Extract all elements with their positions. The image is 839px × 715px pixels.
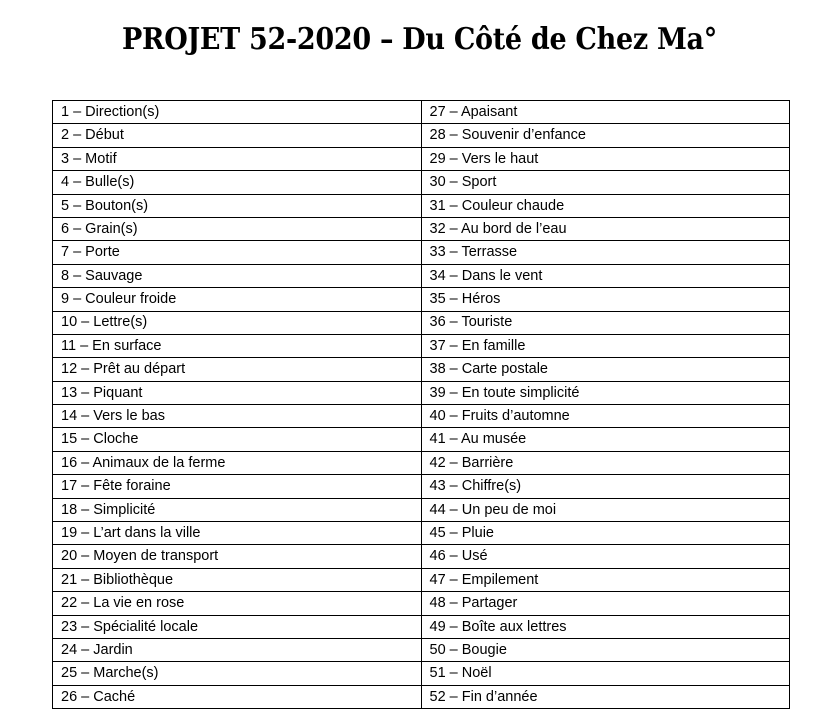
table-row xyxy=(53,217,790,240)
table-row xyxy=(53,568,790,591)
table-row xyxy=(53,171,790,194)
table-cell-right: 40 – Fruits d’automne xyxy=(421,405,790,428)
document-page xyxy=(0,22,839,715)
table-row xyxy=(53,451,790,474)
table-row xyxy=(53,475,790,498)
table-cell-left: 7 – Porte xyxy=(53,241,422,264)
table-cell-right: 41 – Au musée xyxy=(421,428,790,451)
table-cell-right: 35 – Héros xyxy=(421,288,790,311)
table-cell-right: 46 – Usé xyxy=(421,545,790,568)
table-cell-left: 8 – Sauvage xyxy=(53,264,422,287)
table-cell-left: 23 – Spécialité locale xyxy=(53,615,422,638)
table-cell-right: 30 – Sport xyxy=(421,171,790,194)
table-cell-left: 22 – La vie en rose xyxy=(53,592,422,615)
table-row xyxy=(53,592,790,615)
table-cell-left: 11 – En surface xyxy=(53,334,422,357)
table-row xyxy=(53,101,790,124)
table-cell-right: 49 – Boîte aux lettres xyxy=(421,615,790,638)
table-cell-right: 48 – Partager xyxy=(421,592,790,615)
table-row xyxy=(53,498,790,521)
table-cell-left: 10 – Lettre(s) xyxy=(53,311,422,334)
table-cell-left: 12 – Prêt au départ xyxy=(53,358,422,381)
table-cell-left: 19 – L’art dans la ville xyxy=(53,522,422,545)
table-cell-left: 26 – Caché xyxy=(53,685,422,708)
table-cell-left: 24 – Jardin xyxy=(53,638,422,661)
table-cell-left: 2 – Début xyxy=(53,124,422,147)
prompt-table-container xyxy=(52,100,790,709)
prompt-table-body xyxy=(53,101,790,709)
table-row xyxy=(53,545,790,568)
table-row xyxy=(53,334,790,357)
table-row xyxy=(53,311,790,334)
table-row xyxy=(53,428,790,451)
table-row xyxy=(53,288,790,311)
table-cell-right: 33 – Terrasse xyxy=(421,241,790,264)
table-cell-right: 27 – Apaisant xyxy=(421,101,790,124)
table-row xyxy=(53,124,790,147)
table-cell-left: 5 – Bouton(s) xyxy=(53,194,422,217)
table-cell-right: 43 – Chiffre(s) xyxy=(421,475,790,498)
table-cell-right: 29 – Vers le haut xyxy=(421,147,790,170)
table-cell-left: 3 – Motif xyxy=(53,147,422,170)
table-cell-right: 34 – Dans le vent xyxy=(421,264,790,287)
table-cell-left: 21 – Bibliothèque xyxy=(53,568,422,591)
table-cell-right: 37 – En famille xyxy=(421,334,790,357)
table-cell-left: 9 – Couleur froide xyxy=(53,288,422,311)
table-row xyxy=(53,147,790,170)
prompt-table xyxy=(52,100,790,709)
table-row xyxy=(53,194,790,217)
table-row xyxy=(53,264,790,287)
table-row xyxy=(53,358,790,381)
table-cell-right: 44 – Un peu de moi xyxy=(421,498,790,521)
table-row xyxy=(53,638,790,661)
table-cell-left: 16 – Animaux de la ferme xyxy=(53,451,422,474)
table-row xyxy=(53,241,790,264)
table-cell-left: 1 – Direction(s) xyxy=(53,101,422,124)
table-row xyxy=(53,522,790,545)
table-cell-right: 45 – Pluie xyxy=(421,522,790,545)
table-cell-right: 50 – Bougie xyxy=(421,638,790,661)
table-cell-right: 38 – Carte postale xyxy=(421,358,790,381)
table-cell-left: 14 – Vers le bas xyxy=(53,405,422,428)
table-row xyxy=(53,615,790,638)
table-cell-right: 32 – Au bord de l’eau xyxy=(421,217,790,240)
table-row xyxy=(53,405,790,428)
table-cell-left: 20 – Moyen de transport xyxy=(53,545,422,568)
table-row xyxy=(53,381,790,404)
table-cell-left: 25 – Marche(s) xyxy=(53,662,422,685)
table-cell-right: 31 – Couleur chaude xyxy=(421,194,790,217)
table-cell-left: 17 – Fête foraine xyxy=(53,475,422,498)
table-cell-right: 51 – Noël xyxy=(421,662,790,685)
table-cell-left: 6 – Grain(s) xyxy=(53,217,422,240)
table-cell-right: 36 – Touriste xyxy=(421,311,790,334)
table-cell-right: 52 – Fin d’année xyxy=(421,685,790,708)
table-cell-right: 39 – En toute simplicité xyxy=(421,381,790,404)
table-cell-right: 28 – Souvenir d’enfance xyxy=(421,124,790,147)
page-title: PROJET 52-2020 – Du Côté de Chez Ma° xyxy=(122,22,717,57)
table-row xyxy=(53,685,790,708)
table-cell-right: 47 – Empilement xyxy=(421,568,790,591)
table-cell-left: 15 – Cloche xyxy=(53,428,422,451)
table-cell-left: 4 – Bulle(s) xyxy=(53,171,422,194)
table-cell-left: 18 – Simplicité xyxy=(53,498,422,521)
table-cell-left: 13 – Piquant xyxy=(53,381,422,404)
table-cell-right: 42 – Barrière xyxy=(421,451,790,474)
table-row xyxy=(53,662,790,685)
